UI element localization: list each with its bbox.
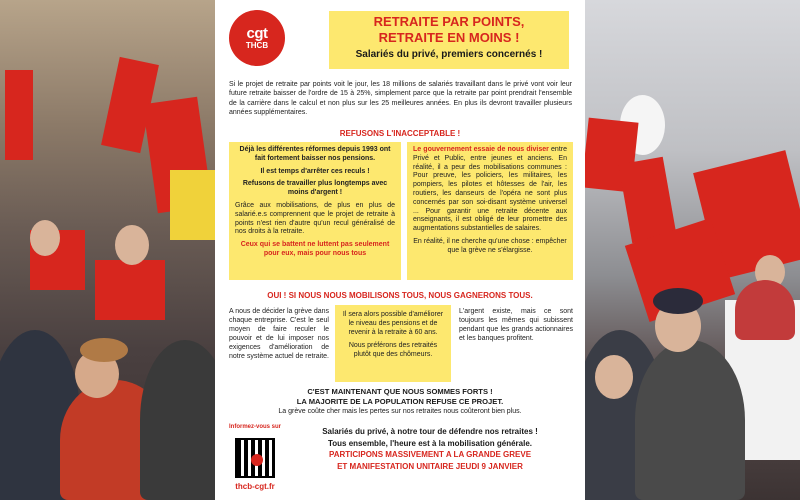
refuse-text: Refusons de travailler plus longtemps avec moins d'argent ! [242,180,388,197]
right-yellow-box [407,142,573,280]
footer [229,424,573,496]
qr-label: Informez-vous sur [229,424,282,430]
divide-lead: Le gouvernement essaie de nous diviser [413,146,549,153]
left-yellow-box [229,142,401,280]
cgt-logo [229,10,285,66]
qr-center-logo [251,454,263,466]
qr-code-icon[interactable] [235,438,275,478]
solidarity-text: Ceux qui se battent ne luttent pas seulement pour eux, mais pour nous tous [240,241,390,257]
money-paragraph: L'argent existe, mais ce sont toujours les mêmes qui subissent pendant que les grands actionnaires et les banques profitent. [459,308,573,342]
subtitle: Salariés du privé, premiers concernés ! [355,49,543,60]
title-box [329,11,569,69]
title-line-1: RETRAITE PAR POINTS, [373,14,525,29]
strength-line-1: C'EST MAINTENANT QUE NOUS SOMMES FORTS ! [307,387,493,396]
strike-paragraph: A nous de décider la grève dans chaque entreprise. C'est le seul moyen de faire reculer le pouvoir et de lui imposer nos exigences d'amélioration de notre système actuel de retraite. [229,308,330,360]
stop-text: Il est temps d'arrêter ces reculs ! [260,167,370,175]
logo-text: cgt [246,24,268,42]
right-protest-photo [585,0,800,500]
reforms-text: Déjà les différentes réformes depuis 1993 ont fait fortement baisser nos pensions. [239,146,391,162]
intro-paragraph: Si le projet de retraite par points voit le jour, les 18 millions de salariés travaillant dans le privé vont voir leur future retraite baisser de l'ordre de 15 à 25%, simplement parce que la retraite par point prendrait l'ensemble de la carrière dans le calcul et non plus sur les 25 meilleures années. En plus ils devront travailler plusieurs années supplémentaires. [229,81,572,117]
strength-block [215,387,585,417]
strength-line-3: La grève coûte cher mais les pertes sur nos retraites nous coûteront bien plus. [278,408,522,415]
cta-line-1: Salariés du privé, à notre tour de défendre nos retraites ! [322,427,538,436]
left-protest-photo [0,0,215,500]
strength-line-2: LA MAJORITE DE LA POPULATION REFUSE CE PROJET. [296,397,504,406]
cta-line-2: Tous ensemble, l'heure est à la mobilisation générale. [327,438,533,448]
website-link[interactable]: thcb-cgt.fr [235,482,275,491]
retirees-text: Nous préférons des retraités plutôt que des chômeurs. [348,342,438,358]
pension-text: Il sera alors possible d'améliorer le niveau des pensions et de revenir à la retraite à 60 ans. [342,311,444,336]
call-to-action [285,426,575,472]
cta-line-3: PARTICIPONS MASSIVEMENT A LA GRANDE GREVE [328,450,532,459]
leaflet [215,0,585,500]
divide-conclusion: En réalité, il ne cherche qu'une chose : empêcher que la grève ne s'élargisse. [413,237,567,254]
middle-yellow-box [335,305,451,382]
logo-sub: THCB [245,40,269,50]
refusons-heading: REFUSONS L'INACCEPTABLE ! [339,129,461,138]
mobilisation-text: Grâce aux mobilisations, de plus en plus de salarié.e.s comprennent que le projet de retraite à points n'est rien d'autre qu'un recul généralisé de nos droits à la retraite. [235,201,395,236]
oui-heading: OUI ! SI NOUS NOUS MOBILISONS TOUS, NOUS GAGNERONS TOUS. [267,291,533,300]
title-line-2: RETRAITE EN MOINS ! [378,30,520,45]
cta-line-4: ET MANIFESTATION UNITAIRE JEUDI 9 JANVIER [337,461,523,471]
divide-body: entre Privé et Public, entre jeunes et anciens. En réalité, il a peur des mobilisations communes : Pour preuve, les policiers, les militaires, les pompiers, les pilotes et hôtesses de l'air, les routiers, les danseurs de l'opéra ne sont plus concernés par son soi-disant système universel ... Pour garantir une retraite décente aux enseignants, il est obligé de leur promettre des augmentations substantielles de salaires. [413,146,567,233]
divide-paragraph [413,146,567,234]
